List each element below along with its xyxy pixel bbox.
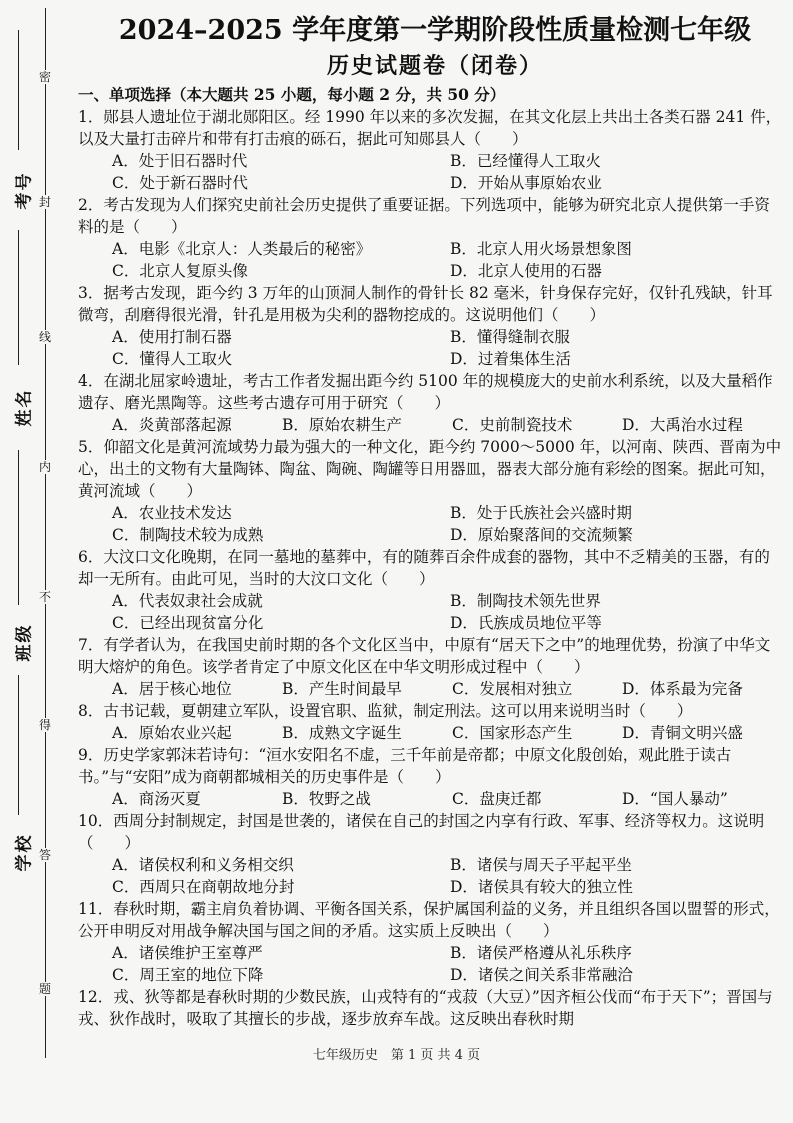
option-b: B．处于氏族社会兴盛时期	[450, 504, 632, 522]
exam-title: 2024–2025 学年度第一学期阶段性质量检测七年级	[118, 15, 752, 46]
option-b: B．原始农耕生产	[282, 416, 402, 434]
option-b: B．成熟文字诞生	[282, 724, 402, 742]
question-3	[78, 282, 784, 370]
question-6	[78, 546, 784, 634]
question-stem: 3．据考古发现，距今约 3 万年的山顶洞人制作的骨针长 82 毫米，针身保存完好，仅针孔残缺，针耳微弯，刮磨得很光滑，针孔是用极为尖利的器物挖成的。这说明他们（ ）	[78, 284, 773, 324]
seal-char: 题	[34, 982, 56, 996]
option-a: A．电影《北京人：人类最后的秘密》	[112, 240, 372, 258]
question-10	[78, 810, 784, 898]
question-8	[78, 700, 784, 744]
option-b: B．北京人用火场景想象图	[450, 240, 632, 258]
question-stem: 8．古书记载，夏朝建立军队，设置官职、监狱，制定刑法。这可以用来说明当时（ ）	[78, 702, 693, 720]
option-b: B．牧野之战	[282, 790, 371, 808]
question-stem: 11．春秋时期，霸主肩负着协调、平衡各国关系，保护属国利益的义务，并且组织各国以盟誓的形式，公开申明反对用战争解决国与国之间的矛盾。这实质上反映出（ ）	[78, 900, 780, 940]
option-c: C．已经出现贫富分化	[112, 614, 264, 632]
option-d: D．原始聚落间的交流频繁	[450, 526, 633, 544]
question-area	[78, 84, 784, 1030]
question-12	[78, 986, 784, 1030]
option-b: B．懂得缝制衣服	[450, 328, 570, 346]
option-c: C．制陶技术较为成熟	[112, 526, 264, 544]
question-9	[78, 744, 784, 810]
option-a: A．炎黄部落起源	[112, 416, 232, 434]
class-blank	[18, 450, 19, 605]
option-b: B．已经懂得人工取火	[450, 152, 601, 170]
name-blank	[18, 230, 19, 365]
option-c: C．国家形态产生	[452, 724, 573, 742]
binding-margin	[0, 0, 76, 1060]
question-stem: 9．历史学家郭沫若诗句：“洹水安阳名不虚，三千年前是帝都；中原文化殷创始，观此胜于读古书。”与“安阳”成为商朝都城相关的历史事件是（ ）	[78, 746, 732, 786]
seal-char: 密	[34, 70, 56, 84]
option-b: B．制陶技术领先世界	[450, 592, 601, 610]
option-d: D．“国人暴动”	[622, 790, 728, 808]
seal-char: 线	[34, 330, 56, 344]
question-7	[78, 634, 784, 700]
question-1	[78, 106, 784, 194]
option-a: A．原始农业兴起	[112, 724, 232, 742]
school-label: 学校	[14, 833, 35, 872]
question-stem: 5．仰韶文化是黄河流域势力最为强大的一种文化，距今约 7000～5000 年，以河南、陕西、晋南为中心，出土的文物有大量陶钵、陶盆、陶碗、陶罐等日用器皿，器表大部分施有彩绘的图案。据此可知，黄河流域（ ）	[78, 438, 782, 500]
option-d: D．氏族成员地位平等	[450, 614, 602, 632]
seal-char: 封	[34, 195, 56, 209]
seal-char: 不	[34, 590, 56, 604]
option-c: C．北京人复原头像	[112, 262, 248, 280]
seal-char: 答	[34, 848, 56, 862]
seal-char: 得	[34, 718, 56, 732]
option-b: B．诸侯严格遵从礼乐秩序	[450, 944, 632, 962]
question-stem: 10．西周分封制规定，封国是世袭的，诸侯在自己的封国之内享有行政、军事、经济等权力。这说明（ ）	[78, 812, 765, 852]
question-stem: 2．考古发现为人们探究史前社会历史提供了重要证据。下列选项中，能够为研究北京人提供第一手资料的是（ ）	[78, 196, 770, 236]
option-a: A．使用打制石器	[112, 328, 232, 346]
option-c: C．发展相对独立	[452, 680, 573, 698]
exam-number-blank	[18, 30, 19, 150]
option-a: A．诸侯权利和义务相交织	[112, 856, 294, 874]
option-c: C．处于新石器时代	[112, 174, 248, 192]
seal-line	[45, 8, 46, 1058]
option-d: D．过着集体生活	[450, 350, 571, 368]
option-c: C．盘庚迁都	[452, 790, 542, 808]
question-stem: 4．在湖北屈家岭遗址，考古工作者发掘出距今约 5100 年的规模庞大的史前水利系统，以及大量稻作遗存、磨光黑陶等。这些考古遗存可用于研究（ ）	[78, 372, 773, 412]
option-c: C．懂得人工取火	[112, 350, 233, 368]
question-11	[78, 898, 784, 986]
class-label: 班级	[14, 623, 35, 662]
question-stem: 12．戎、狄等都是春秋时期的少数民族，山戎特有的“戎菽（大豆）”因齐桓公伐而“布于天下”；晋国与戎、狄作战时，吸取了其擅长的步战，逐步放弃车战。这反映出春秋时期	[78, 988, 773, 1028]
question-4	[78, 370, 784, 436]
option-d: D．诸侯之间关系非常融洽	[450, 966, 633, 984]
seal-char: 内	[34, 460, 56, 474]
school-blank	[18, 675, 19, 815]
option-a: A．诸侯维护王室尊严	[112, 944, 263, 962]
question-stem: 1．郧县人遗址位于湖北郧阳区。经 1990 年以来的多次发掘，在其文化层上共出土各类石器 241 件，以及大量打击碎片和带有打击痕的砾石，据此可知郧县人（ ）	[78, 108, 782, 148]
option-a: A．代表奴隶社会成就	[112, 592, 263, 610]
option-b: B．产生时间最早	[282, 680, 402, 698]
option-d: D．体系最为完备	[622, 680, 743, 698]
option-d: D．北京人使用的石器	[450, 262, 602, 280]
option-d: D．青铜文明兴盛	[622, 724, 743, 742]
question-stem: 7．有学者认为，在我国史前时期的各个文化区当中，中原有“居天下之中”的地理优势，扮演了中华文明大熔炉的角色。该学者肯定了中原文化区在中华文明形成过程中（ ）	[78, 636, 771, 676]
section-heading: 一、单项选择（本大题共 25 小题，每小题 2 分，共 50 分）	[78, 85, 506, 104]
option-a: A．居于核心地位	[112, 680, 232, 698]
question-stem: 6．大汶口文化晚期，在同一墓地的墓葬中，有的随葬百余件成套的器物，其中不乏精美的玉器，有的却一无所有。由此可见，当时的大汶口文化（ ）	[78, 548, 770, 588]
option-c: C．史前制瓷技术	[452, 416, 573, 434]
exam-number-label: 考号	[14, 171, 35, 210]
option-d: D．开始从事原始农业	[450, 174, 602, 192]
option-c: C．西周只在商朝故地分封	[112, 878, 295, 896]
option-d: D．大禹治水过程	[622, 416, 743, 434]
option-d: D．诸侯具有较大的独立性	[450, 878, 633, 896]
name-label: 姓名	[14, 388, 35, 427]
option-a: A．商汤灭夏	[112, 790, 201, 808]
question-2	[78, 194, 784, 282]
page-footer: 七年级历史 第 1 页 共 4 页	[312, 1048, 481, 1063]
option-a: A．处于旧石器时代	[112, 152, 248, 170]
option-c: C．周王室的地位下降	[112, 966, 264, 984]
option-a: A．农业技术发达	[112, 504, 232, 522]
question-5	[78, 436, 784, 546]
option-b: B．诸侯与周天子平起平坐	[450, 856, 632, 874]
exam-subtitle: 历史试题卷（闭卷）	[326, 53, 543, 79]
